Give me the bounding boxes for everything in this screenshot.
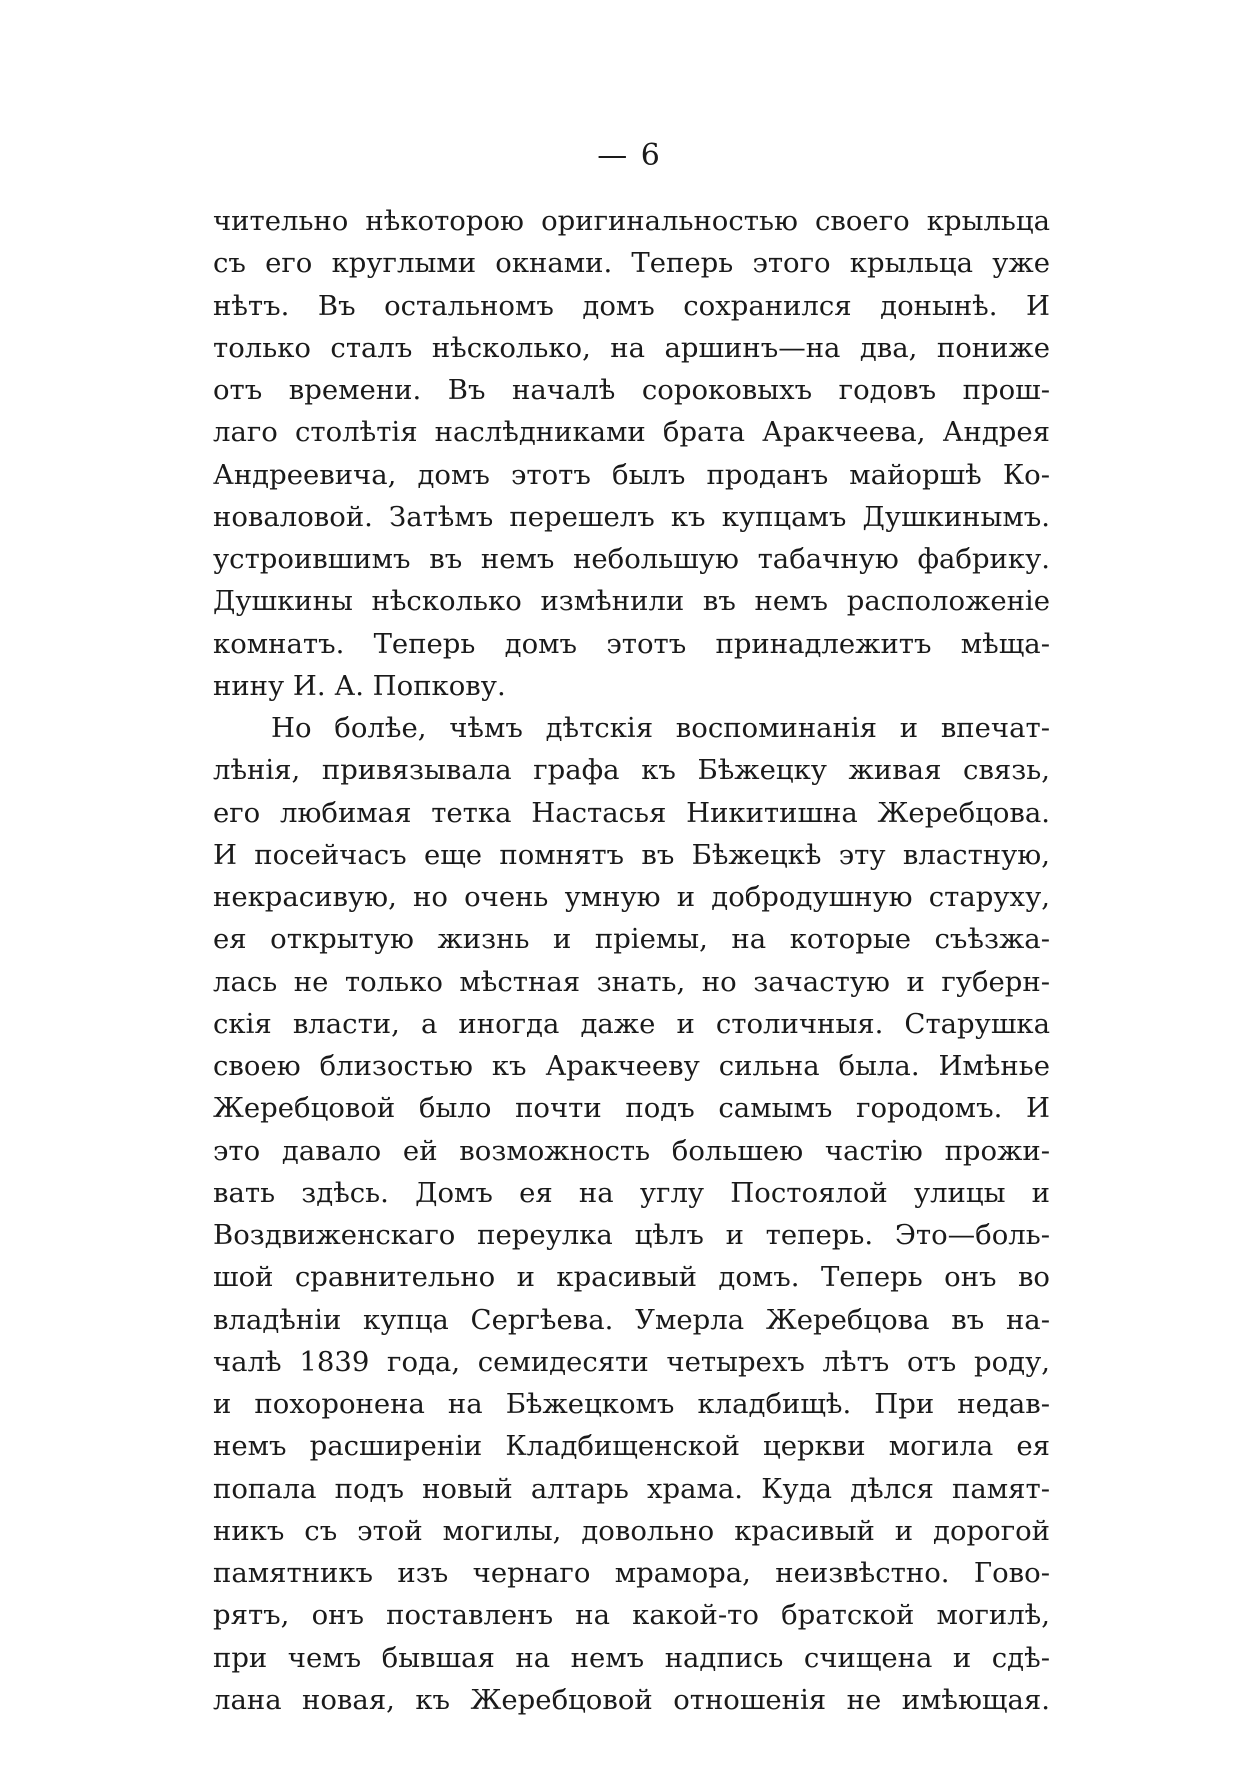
text-line: попала подъ новый алтарь храма. Куда дѣлся памят- [213, 1472, 1050, 1505]
text-line: и похоронена на Бѣжецкомъ кладбищѣ. При недав- [213, 1388, 1050, 1420]
text-line: чительно нѣкоторою оригинальностью своего крыльца [213, 205, 1050, 237]
text-line: своею близостью къ Аракчееву сильна была. Имѣнье [213, 1050, 1050, 1082]
text-line: комнатъ. Теперь домъ этотъ принадлежитъ мѣща- [213, 627, 1050, 660]
text-line: И посейчасъ еще помнятъ въ Бѣжецкѣ эту властную, [213, 838, 1050, 871]
text-line: лѣнія, привязывала графа къ Бѣжецку живая связь, [213, 754, 1050, 787]
text-line: некрасивую, но очень умную и добродушную старуху, [213, 881, 1050, 913]
text-line: при чемъ бывшая на немъ надпись счищена и сдѣ- [213, 1641, 1050, 1674]
text-line: лась не только мѣстная знать, но зачастую и губерн- [213, 965, 1050, 998]
text-line: его любимая тетка Настасья Никитишна Жеребцова. [213, 796, 1050, 829]
text-line: рятъ, онъ поставленъ на какой-то братской могилѣ, [213, 1599, 1050, 1632]
text-line: это давало ей возможность большею частію прожи- [213, 1134, 1050, 1167]
text-line: Душкины нѣсколько измѣнили въ немъ расположеніе [213, 585, 1050, 618]
text-line: устроившимъ въ немъ небольшую табачную фабрику. [213, 543, 1050, 575]
text-line: скія власти, а иногда даже и столичныя. Старушка [213, 1007, 1050, 1040]
body-text [213, 200, 1050, 1721]
text-line: ея открытую жизнь и пріемы, на которые съѣзжа- [213, 923, 1050, 956]
text-line: Но болѣе, чѣмъ дѣтскія воспоминанія и впечат- [271, 712, 1050, 744]
page-number: — 6 [597, 138, 662, 173]
text-line: Андреевича, домъ этотъ былъ проданъ майоршѣ Ко- [213, 458, 1050, 491]
text-line: Воздвиженскаго переулка цѣлъ и теперь. Это—боль- [213, 1219, 1050, 1251]
text-line: немъ расширеніи Кладбищенской церкви могила ея [213, 1430, 1050, 1463]
text-line: шой сравнительно и красивый домъ. Теперь онъ во [213, 1261, 1050, 1294]
text-line: памятникъ изъ чернаго мрамора, неизвѣстно. Гово- [213, 1557, 1050, 1589]
text-line: владѣніи купца Сергѣева. Умерла Жеребцова въ на- [213, 1303, 1050, 1336]
text-line: нѣтъ. Въ остальномъ домъ сохранился донынѣ. И [213, 289, 1050, 322]
text-line: лана новая, къ Жеребцовой отношенія не имѣющая. [213, 1683, 1050, 1716]
text-line: съ его круглыми окнами. Теперь этого крыльца уже [213, 247, 1050, 280]
text-line: вать здѣсь. Домъ ея на углу Постоялой улицы и [213, 1176, 1050, 1209]
text-line: чалѣ 1839 года, семидесяти четырехъ лѣтъ отъ роду, [213, 1345, 1050, 1378]
text-line: отъ времени. Въ началѣ сороковыхъ годовъ прош- [213, 374, 1050, 406]
text-line: нину И. А. Попкову. [213, 669, 506, 702]
text-line: только сталъ нѣсколько, на аршинъ—на два, пониже [213, 331, 1050, 364]
text-line: лаго столѣтія наслѣдниками брата Аракчеева, Андрея [213, 416, 1050, 449]
text-line: Жеребцовой было почти подъ самымъ городомъ. И [213, 1092, 1050, 1125]
text-line: новаловой. Затѣмъ перешелъ къ купцамъ Душкинымъ. [213, 500, 1050, 533]
text-line: никъ съ этой могилы, довольно красивый и дорогой [213, 1514, 1050, 1547]
